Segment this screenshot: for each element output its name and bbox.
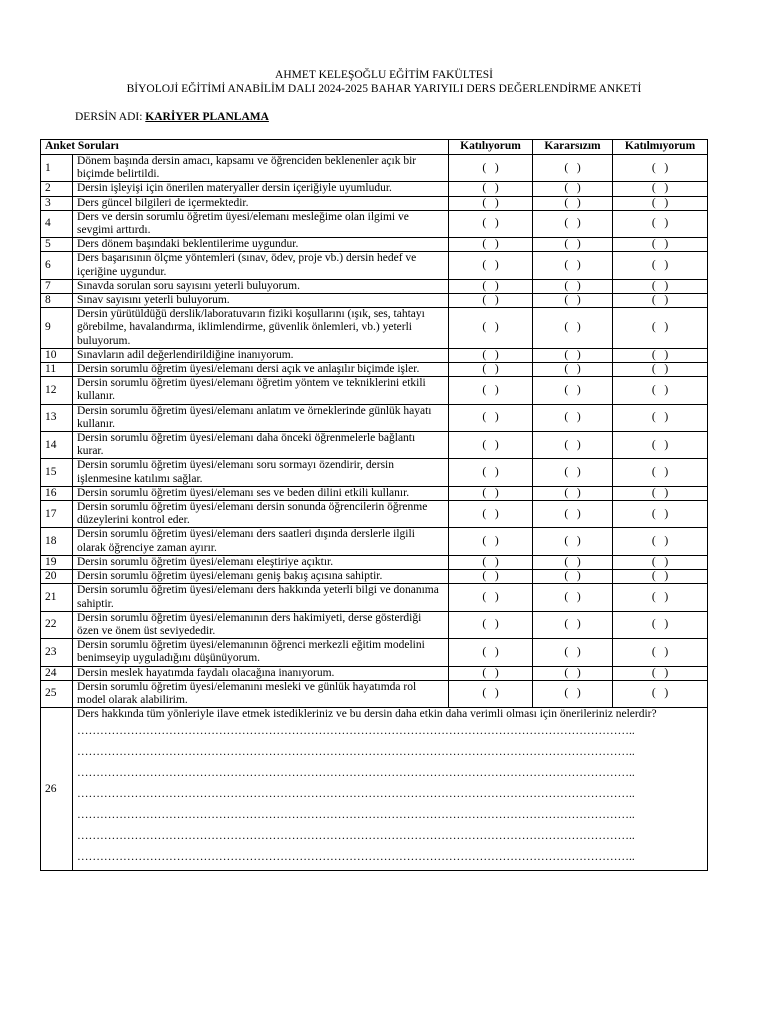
option-disagree[interactable]: ( ) — [613, 486, 708, 500]
option-agree[interactable]: ( ) — [449, 432, 533, 459]
question-text: Dersin sorumlu öğretim üyesi/elemanı daha önceki öğrenmelerle bağlantı kurar. — [73, 432, 449, 459]
question-text: Dersin sorumlu öğretim üyesi/elemanı ders hakkında yeterli bilgi ve donanıma sahiptir. — [73, 584, 449, 611]
row-number: 7 — [41, 279, 73, 293]
question-text: Dersin sorumlu öğretim üyesi/elemanı ses ve beden dilini etkili kullanır. — [73, 486, 449, 500]
option-agree[interactable]: ( ) — [449, 528, 533, 555]
answer-line[interactable]: ……………………………………………………………………………………………………………………………….. — [77, 767, 635, 780]
question-text: Dersin sorumlu öğretim üyesi/elemanının ders hakimiyeti, derse gösterdiği özen ve önem üst seviyededir. — [73, 611, 449, 638]
question-text: Ders başarısının ölçme yöntemleri (sınav, ödev, proje vb.) dersin hedef ve içeriğine uygundur. — [73, 252, 449, 279]
option-neutral[interactable]: ( ) — [533, 348, 613, 362]
question-text: Dersin sorumlu öğretim üyesi/elemanı ders saatleri dışında derslerle ilgili olarak öğrenciye zaman ayırır. — [73, 528, 449, 555]
table-row — [41, 363, 708, 377]
option-disagree[interactable]: ( ) — [613, 404, 708, 431]
question-text: Dersin sorumlu öğretim üyesi/elemanı öğretim yöntem ve tekniklerini etkili kullanır. — [73, 377, 449, 404]
question-text: Dersin sorumlu öğretim üyesi/elemanı anlatım ve örneklerinde günlük hayatı kullanır. — [73, 404, 449, 431]
row-number: 23 — [41, 639, 73, 666]
table-row — [41, 182, 708, 196]
faculty-title: AHMET KELEŞOĞLU EĞİTİM FAKÜLTESİ — [275, 69, 493, 81]
option-disagree[interactable]: ( ) — [613, 348, 708, 362]
option-agree[interactable]: ( ) — [449, 680, 533, 707]
row-number: 26 — [41, 708, 73, 871]
survey-title: BİYOLOJİ EĞİTİMİ ANABİLİM DALI 2024-2025 BAHAR YARIYILI DERS DEĞERLENDİRME ANKETİ — [126, 83, 642, 95]
table-row — [41, 404, 708, 431]
row-number: 13 — [41, 404, 73, 431]
option-agree[interactable]: ( ) — [449, 363, 533, 377]
table-row — [41, 570, 708, 584]
option-neutral[interactable]: ( ) — [533, 404, 613, 431]
table-row — [41, 666, 708, 680]
table-row — [41, 155, 708, 182]
table-row — [41, 501, 708, 528]
option-disagree[interactable]: ( ) — [613, 210, 708, 237]
option-agree[interactable]: ( ) — [449, 584, 533, 611]
option-agree[interactable]: ( ) — [449, 486, 533, 500]
table-row — [41, 210, 708, 237]
row-number: 19 — [41, 555, 73, 569]
option-agree[interactable]: ( ) — [449, 611, 533, 638]
row-number: 6 — [41, 252, 73, 279]
option-neutral[interactable]: ( ) — [533, 155, 613, 182]
option-disagree[interactable]: ( ) — [613, 155, 708, 182]
option-neutral[interactable]: ( ) — [533, 196, 613, 210]
option-neutral[interactable]: ( ) — [533, 611, 613, 638]
row-number: 8 — [41, 294, 73, 308]
option-agree[interactable]: ( ) — [449, 182, 533, 196]
table-row — [41, 528, 708, 555]
course-name: KARİYER PLANLAMA — [145, 111, 269, 123]
question-text: Ders güncel bilgileri de içermektedir. — [73, 196, 449, 210]
option-agree[interactable]: ( ) — [449, 377, 533, 404]
option-neutral[interactable]: ( ) — [533, 210, 613, 237]
option-disagree[interactable]: ( ) — [613, 555, 708, 569]
question-text: Sınavda sorulan soru sayısını yeterli buluyorum. — [73, 279, 449, 293]
question-text: Dersin sorumlu öğretim üyesi/elemanı dersi açık ve anlaşılır biçimde işler. — [73, 363, 449, 377]
option-neutral[interactable]: ( ) — [533, 639, 613, 666]
row-number: 22 — [41, 611, 73, 638]
option-agree[interactable]: ( ) — [449, 348, 533, 362]
option-neutral[interactable]: ( ) — [533, 528, 613, 555]
row-number: 10 — [41, 348, 73, 362]
option-agree[interactable]: ( ) — [449, 294, 533, 308]
option-neutral[interactable]: ( ) — [533, 680, 613, 707]
row-number: 16 — [41, 486, 73, 500]
row-number: 24 — [41, 666, 73, 680]
question-text: Dönem başında dersin amacı, kapsamı ve öğrenciden beklenenler açık bir biçimde belirtildi. — [73, 155, 449, 182]
question-text: Dersin sorumlu öğretim üyesi/elemanı dersin sonunda öğrencilerin öğrenme düzeylerini kontrol eder. — [73, 501, 449, 528]
option-disagree[interactable]: ( ) — [613, 680, 708, 707]
option-agree[interactable]: ( ) — [449, 639, 533, 666]
table-row — [41, 348, 708, 362]
option-disagree[interactable]: ( ) — [613, 294, 708, 308]
header-disagree: Katılmıyorum — [613, 140, 708, 155]
row-number: 12 — [41, 377, 73, 404]
option-neutral[interactable]: ( ) — [533, 501, 613, 528]
table-row — [41, 432, 708, 459]
option-disagree[interactable]: ( ) — [613, 363, 708, 377]
header-questions: Anket Soruları — [41, 140, 449, 155]
option-agree[interactable]: ( ) — [449, 404, 533, 431]
answer-line[interactable]: ……………………………………………………………………………………………………………………………….. — [77, 809, 635, 822]
document-header — [0, 68, 768, 96]
row-number: 20 — [41, 570, 73, 584]
option-disagree[interactable]: ( ) — [613, 639, 708, 666]
option-neutral[interactable]: ( ) — [533, 486, 613, 500]
question-text: Ders ve dersin sorumlu öğretim üyesi/elemanı mesleğime olan ilgimi ve sevgimi arttırdı. — [73, 210, 449, 237]
row-number: 25 — [41, 680, 73, 707]
option-disagree[interactable]: ( ) — [613, 666, 708, 680]
table-row — [41, 680, 708, 707]
option-neutral[interactable]: ( ) — [533, 666, 613, 680]
table-row — [41, 377, 708, 404]
row-number: 18 — [41, 528, 73, 555]
option-agree[interactable]: ( ) — [449, 279, 533, 293]
question-text: Sınav sayısını yeterli buluyorum. — [73, 294, 449, 308]
table-row — [41, 252, 708, 279]
open-question-cell[interactable] — [73, 708, 708, 871]
option-neutral[interactable]: ( ) — [533, 279, 613, 293]
table-row — [41, 584, 708, 611]
option-neutral[interactable]: ( ) — [533, 584, 613, 611]
question-text: Dersin sorumlu öğretim üyesi/elemanını mesleki ve günlük hayatımda rol model olarak alabilirim. — [73, 680, 449, 707]
option-disagree[interactable]: ( ) — [613, 308, 708, 349]
survey-table — [40, 139, 708, 871]
table-row — [41, 196, 708, 210]
option-agree[interactable]: ( ) — [449, 570, 533, 584]
question-text: Dersin meslek hayatımda faydalı olacağına inanıyorum. — [73, 666, 449, 680]
option-neutral[interactable]: ( ) — [533, 459, 613, 486]
option-agree[interactable]: ( ) — [449, 666, 533, 680]
row-number: 15 — [41, 459, 73, 486]
row-number: 14 — [41, 432, 73, 459]
table-row — [41, 308, 708, 349]
option-neutral[interactable]: ( ) — [533, 252, 613, 279]
answer-line[interactable]: ……………………………………………………………………………………………………………………………….. — [77, 746, 635, 759]
option-neutral[interactable]: ( ) — [533, 238, 613, 252]
table-row — [41, 238, 708, 252]
option-agree[interactable]: ( ) — [449, 555, 533, 569]
question-text: Ders dönem başındaki beklentilerime uygundur. — [73, 238, 449, 252]
table-row — [41, 611, 708, 638]
question-text: Dersin sorumlu öğretim üyesi/elemanının öğrenci merkezli eğitim modelini benimseyip uyguladığını düşünüyorum. — [73, 639, 449, 666]
option-neutral[interactable]: ( ) — [533, 377, 613, 404]
course-label: DERSİN ADI: — [75, 111, 146, 123]
table-row — [41, 486, 708, 500]
open-question-row — [41, 708, 708, 871]
question-text: Dersin yürütüldüğü derslik/laboratuvarın fiziki koşullarını (ışık, ses, tahtayı görebilme, havalandırma, iklimlendirme, güvenlik önlemleri, vb.) yeterli buluyorum. — [73, 308, 449, 349]
row-number: 5 — [41, 238, 73, 252]
option-disagree[interactable]: ( ) — [613, 279, 708, 293]
option-neutral[interactable]: ( ) — [533, 363, 613, 377]
option-agree[interactable]: ( ) — [449, 196, 533, 210]
option-agree[interactable]: ( ) — [449, 501, 533, 528]
row-number: 2 — [41, 182, 73, 196]
answer-line[interactable]: ……………………………………………………………………………………………………………………………….. — [77, 725, 635, 738]
question-text: Dersin sorumlu öğretim üyesi/elemanı soru sormayı özendirir, dersin işlenmesine katılımı sağlar. — [73, 459, 449, 486]
option-disagree[interactable]: ( ) — [613, 238, 708, 252]
option-neutral[interactable]: ( ) — [533, 182, 613, 196]
answer-line[interactable]: ……………………………………………………………………………………………………………………………….. — [77, 830, 635, 843]
option-agree[interactable]: ( ) — [449, 155, 533, 182]
header-agree: Katılıyorum — [449, 140, 533, 155]
table-row — [41, 459, 708, 486]
table-row — [41, 555, 708, 569]
option-disagree[interactable]: ( ) — [613, 182, 708, 196]
option-agree[interactable]: ( ) — [449, 459, 533, 486]
option-neutral[interactable]: ( ) — [533, 432, 613, 459]
option-neutral[interactable]: ( ) — [533, 308, 613, 349]
answer-line[interactable]: ……………………………………………………………………………………………………………………………….. — [77, 851, 635, 864]
option-disagree[interactable]: ( ) — [613, 252, 708, 279]
row-number: 3 — [41, 196, 73, 210]
option-disagree[interactable]: ( ) — [613, 570, 708, 584]
table-header-row — [41, 140, 708, 155]
row-number: 21 — [41, 584, 73, 611]
row-number: 17 — [41, 501, 73, 528]
option-disagree[interactable]: ( ) — [613, 528, 708, 555]
row-number: 1 — [41, 155, 73, 182]
table-row — [41, 639, 708, 666]
option-neutral[interactable]: ( ) — [533, 570, 613, 584]
option-agree[interactable]: ( ) — [449, 238, 533, 252]
option-agree[interactable]: ( ) — [449, 210, 533, 237]
question-text: Dersin işleyişi için önerilen materyaller dersin içeriğiyle uyumludur. — [73, 182, 449, 196]
question-text: Sınavların adil değerlendirildiğine inanıyorum. — [73, 348, 449, 362]
row-number: 11 — [41, 363, 73, 377]
option-disagree[interactable]: ( ) — [613, 459, 708, 486]
option-disagree[interactable]: ( ) — [613, 196, 708, 210]
question-text: Dersin sorumlu öğretim üyesi/elemanı eleştiriye açıktır. — [73, 555, 449, 569]
row-number: 9 — [41, 308, 73, 349]
option-disagree[interactable]: ( ) — [613, 611, 708, 638]
option-agree[interactable]: ( ) — [449, 308, 533, 349]
course-name-line — [75, 111, 269, 123]
header-neutral: Kararsızım — [533, 140, 613, 155]
option-agree[interactable]: ( ) — [449, 252, 533, 279]
option-disagree[interactable]: ( ) — [613, 432, 708, 459]
option-neutral[interactable]: ( ) — [533, 294, 613, 308]
answer-line[interactable]: ……………………………………………………………………………………………………………………………….. — [77, 788, 635, 801]
table-row — [41, 294, 708, 308]
table-row — [41, 279, 708, 293]
question-text: Dersin sorumlu öğretim üyesi/elemanı geniş bakış açısına sahiptir. — [73, 570, 449, 584]
row-number: 4 — [41, 210, 73, 237]
option-disagree[interactable]: ( ) — [613, 584, 708, 611]
option-disagree[interactable]: ( ) — [613, 377, 708, 404]
open-question-text: Ders hakkında tüm yönleriyle ilave etmek istedikleriniz ve bu dersin daha etkin daha verimli olması için önerileriniz nelerdir? — [77, 708, 657, 721]
option-disagree[interactable]: ( ) — [613, 501, 708, 528]
option-neutral[interactable]: ( ) — [533, 555, 613, 569]
